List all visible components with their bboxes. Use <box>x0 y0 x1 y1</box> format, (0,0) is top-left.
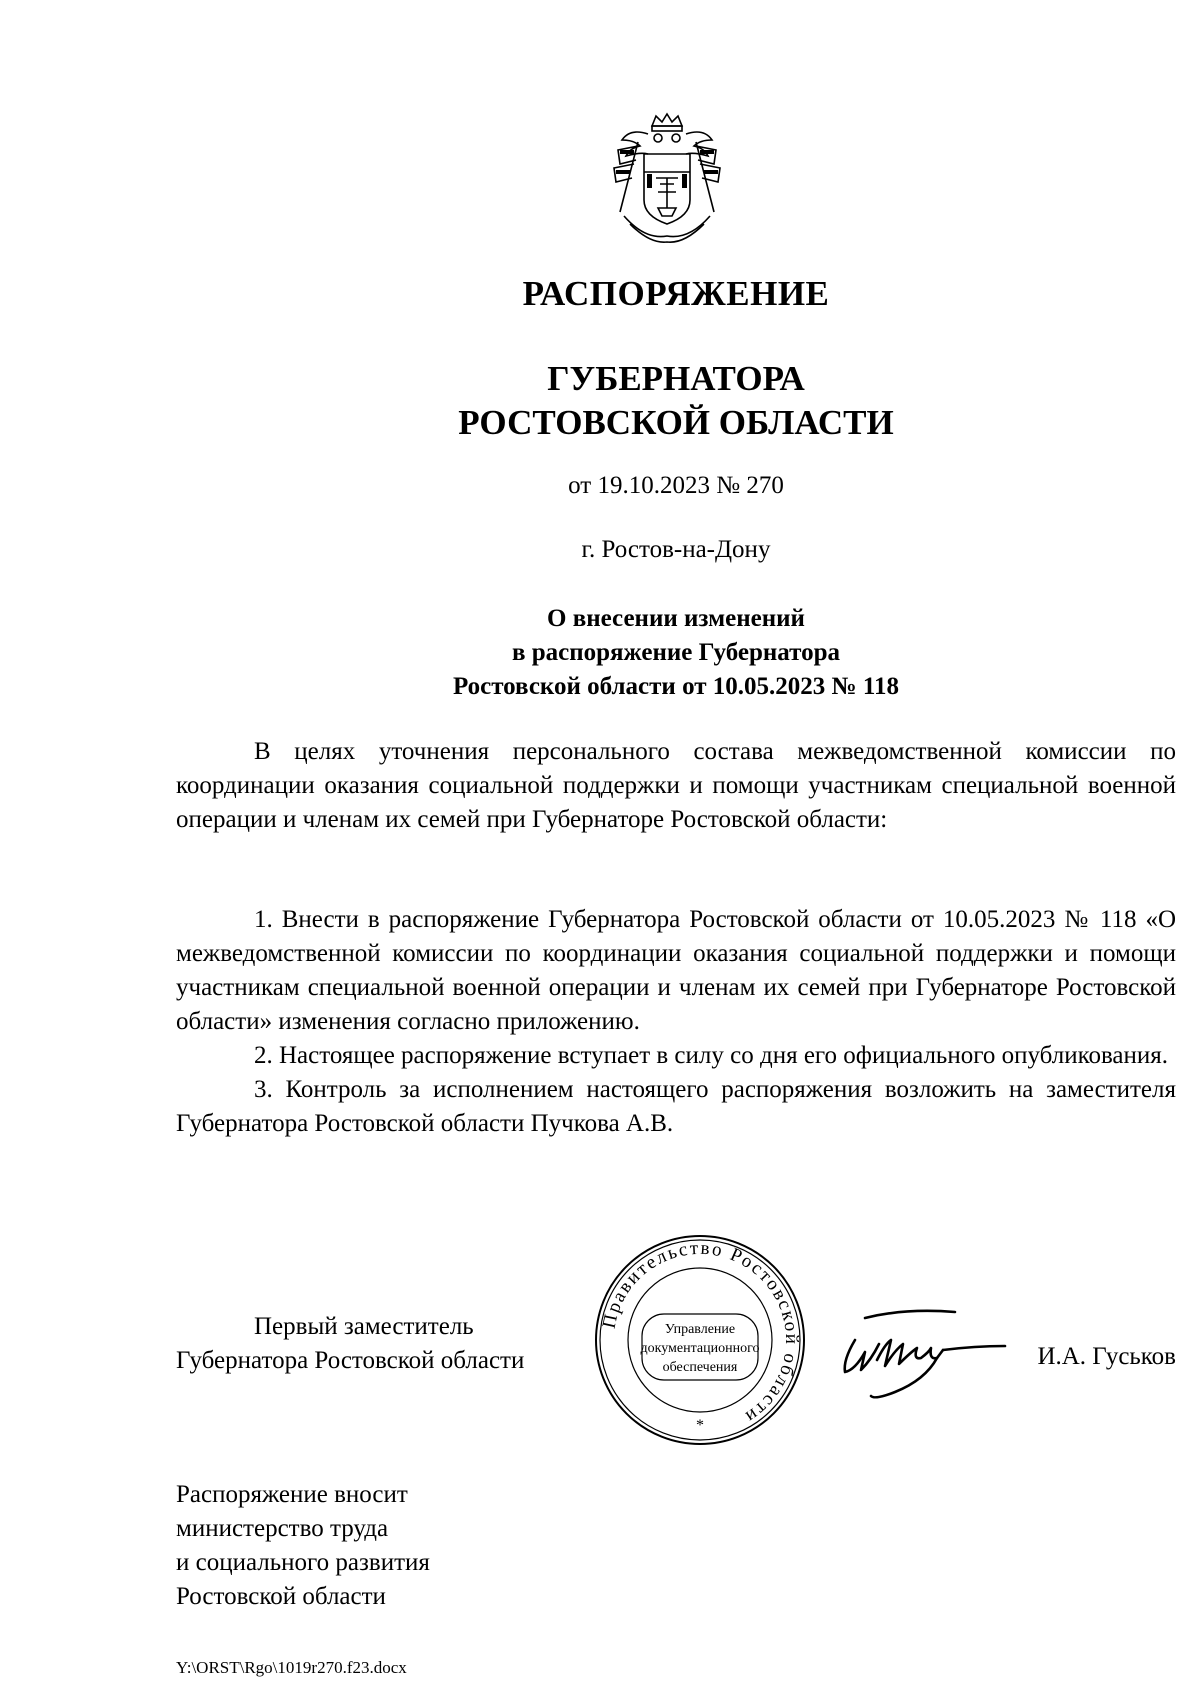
submitter-line: Распоряжение вносит <box>176 1481 408 1508</box>
submitter-note <box>176 1478 430 1614</box>
submitter-line: Ростовской области <box>176 1583 386 1610</box>
file-path-footer: Y:\ORST\Rgo\1019r270.f23.docx <box>176 1658 407 1677</box>
official-seal-stamp <box>590 1230 810 1450</box>
issuer-heading <box>0 357 1200 445</box>
intro-paragraph <box>176 735 1176 837</box>
subject-line: в распоряжение Губернатора <box>511 639 841 666</box>
list-item: 2. Настоящее распоряжение вступает в силу со дня его официального опубликования. <box>254 1042 1169 1069</box>
list-item: 1. Внести в распоряжение Губернатора Ростовской области от 10.05.2023 № 118 «О межведомственной комиссии по координации оказания социальной поддержки и помощи участникам специальной военной операции и членам их семей при Губернаторе Ростовской области» изменения согласно приложению. <box>176 906 1176 1035</box>
coat-of-arms-icon <box>600 112 735 247</box>
signatory-position-line-1: Первый заместитель <box>254 1313 474 1340</box>
items-list <box>176 903 1176 1141</box>
signatory-name: И.А. Гуськов <box>1037 1343 1176 1370</box>
document-type-heading: РАСПОРЯЖЕНИЕ <box>522 274 830 313</box>
intro-text: В целях уточнения персонального состава межведомственной комиссии по координации оказания социальной поддержки и помощи участникам специальной военной операции и членам их семей при Губернаторе Ростовской области: <box>176 738 1176 833</box>
svg-text:Управление: Управление <box>664 1322 736 1337</box>
svg-text:*: * <box>696 1417 704 1434</box>
subject-line: О внесении изменений <box>547 605 805 632</box>
submitter-line: и социального развития <box>176 1549 430 1576</box>
handwritten-signature <box>825 1300 1010 1410</box>
svg-text:Правительство Ростовской облас: Правительство Ростовской области <box>598 1237 803 1429</box>
signatory-position-line-2: Губернатора Ростовской области <box>176 1347 525 1374</box>
issuer-line-2: РОСТОВСКОЙ ОБЛАСТИ <box>458 403 894 442</box>
date-number-line: от 19.10.2023 № 270 <box>568 472 784 499</box>
svg-text:обеспечения: обеспечения <box>662 1360 738 1375</box>
signatory-position <box>176 1310 524 1378</box>
issuer-line-1: ГУБЕРНАТОРА <box>547 359 805 398</box>
list-item: 3. Контроль за исполнением настоящего распоряжения возложить на заместителя Губернатора Ростовской области Пучкова А.В. <box>176 1076 1176 1137</box>
svg-text:документационного: документационного <box>640 1341 760 1356</box>
city-line: г. Ростов-на-Дону <box>581 536 771 563</box>
subject-line: Ростовской области от 10.05.2023 № 118 <box>452 673 900 700</box>
submitter-line: министерство труда <box>176 1515 389 1542</box>
subject-heading <box>0 602 1200 704</box>
